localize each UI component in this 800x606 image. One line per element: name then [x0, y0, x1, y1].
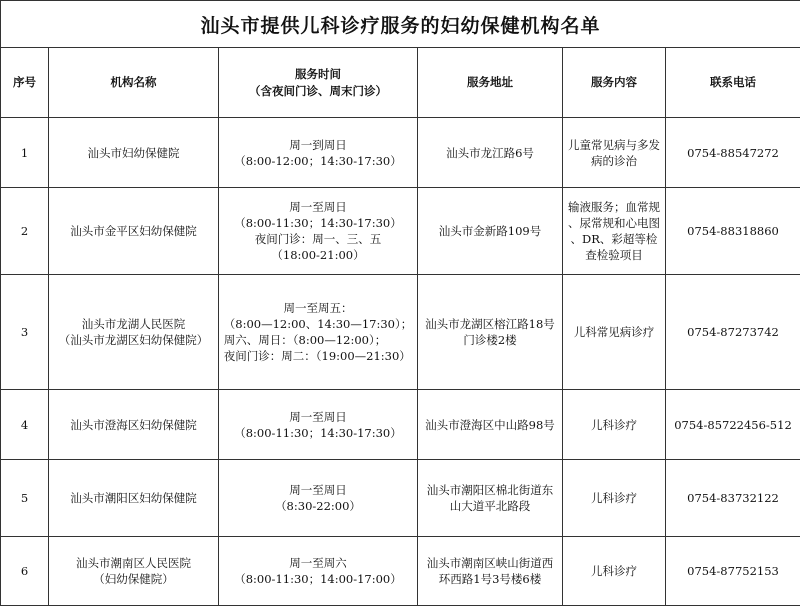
time-line: （8:30-22:00） [221, 498, 415, 514]
row-content [563, 537, 666, 606]
row-content [563, 460, 666, 537]
content-line: 查检验项目 [565, 247, 663, 263]
row-phone: 0754-87752153 [666, 537, 800, 606]
time-line: （8:00-12:00；14:30-17:30） [221, 153, 415, 169]
content-line: 儿科诊疗 [565, 490, 663, 506]
row-address [418, 390, 563, 460]
table-row [1, 188, 800, 275]
header-time-line1: 服务时间 [221, 66, 415, 83]
time-line: 周一至周五： [224, 300, 413, 316]
time-line: 夜间门诊：周二：（19:00—21:30） [224, 348, 413, 364]
name-line: （妇幼保健院） [51, 571, 216, 587]
row-name: 汕头市妇幼保健院 [49, 118, 219, 188]
content-line: 儿科常见病诊疗 [565, 324, 663, 340]
time-line: 夜间门诊：周一、三、五 [221, 231, 415, 247]
address-line: 汕头市潮阳区棉北街道东 [420, 482, 560, 498]
time-block [224, 300, 413, 364]
time-line: （8:00-11:30；14:30-17:30） [221, 215, 415, 231]
row-name: 汕头市金平区妇幼保健院 [49, 188, 219, 275]
row-address [418, 275, 563, 390]
address-line: 汕头市龙湖区榕江路18号 [420, 316, 560, 332]
name-line: 汕头市龙湖人民医院 [51, 316, 216, 332]
row-content [563, 275, 666, 390]
page-title: 汕头市提供儿科诊疗服务的妇幼保健机构名单 [1, 1, 800, 48]
row-time [219, 537, 418, 606]
address-line: 汕头市澄海区中山路98号 [420, 417, 560, 433]
address-line: 汕头市潮南区峡山街道西 [420, 555, 560, 571]
address-line: 环西路1号3号楼6楼 [420, 571, 560, 587]
time-line: 周一到周日 [221, 137, 415, 153]
time-line: 周一至周日 [221, 482, 415, 498]
row-phone: 0754-85722456-512 [666, 390, 800, 460]
address-line: 汕头市金新路109号 [420, 223, 560, 239]
content-line: 输液服务；血常规 [565, 199, 663, 215]
row-time [219, 188, 418, 275]
header-index: 序号 [1, 48, 49, 118]
time-line: 周一至周六 [221, 555, 415, 571]
table-row [1, 390, 800, 460]
row-index: 5 [1, 460, 49, 537]
row-address [418, 460, 563, 537]
row-index: 6 [1, 537, 49, 606]
address-line: 汕头市龙江路6号 [420, 145, 560, 161]
row-index: 4 [1, 390, 49, 460]
time-line: （18:00-21:00） [221, 247, 415, 263]
row-content [563, 118, 666, 188]
content-line: 、尿常规和心电图 [565, 215, 663, 231]
row-phone: 0754-88318860 [666, 188, 800, 275]
content-line: 儿科诊疗 [565, 563, 663, 579]
header-address: 服务地址 [418, 48, 563, 118]
header-phone: 联系电话 [666, 48, 800, 118]
row-content [563, 188, 666, 275]
row-time [219, 275, 418, 390]
row-phone: 0754-83732122 [666, 460, 800, 537]
name-line: 汕头市潮南区人民医院 [51, 555, 216, 571]
row-index: 3 [1, 275, 49, 390]
time-line: 周一至周日 [221, 409, 415, 425]
row-phone: 0754-88547272 [666, 118, 800, 188]
content-line: 儿童常见病与多发 [565, 137, 663, 153]
row-content [563, 390, 666, 460]
time-line: （8:00-11:30；14:30-17:30） [221, 425, 415, 441]
address-line: 门诊楼2楼 [420, 332, 560, 348]
content-line: 、DR、彩超等检 [565, 231, 663, 247]
address-line: 山大道平北路段 [420, 498, 560, 514]
content-line: 病的诊治 [565, 153, 663, 169]
row-time [219, 118, 418, 188]
row-name [49, 275, 219, 390]
name-line: （汕头市龙湖区妇幼保健院） [51, 332, 216, 348]
time-line: 周一至周日 [221, 199, 415, 215]
time-line: （8:00—12:00、14:30—17:30）； [224, 316, 413, 332]
row-name: 汕头市澄海区妇幼保健院 [49, 390, 219, 460]
time-line: （8:00-11:30；14:00-17:00） [221, 571, 415, 587]
header-time [219, 48, 418, 118]
row-address [418, 537, 563, 606]
row-name [49, 537, 219, 606]
table-row [1, 118, 800, 188]
table-row [1, 537, 800, 606]
row-time [219, 460, 418, 537]
header-content: 服务内容 [563, 48, 666, 118]
time-line: 周六、周日：（8:00—12:00）； [224, 332, 413, 348]
row-address [418, 118, 563, 188]
row-index: 1 [1, 118, 49, 188]
header-row [1, 48, 800, 118]
table-row [1, 460, 800, 537]
content-line: 儿科诊疗 [565, 417, 663, 433]
header-time-line2: （含夜间门诊、周末门诊） [221, 83, 415, 100]
row-time [219, 390, 418, 460]
row-phone: 0754-87273742 [666, 275, 800, 390]
header-name: 机构名称 [49, 48, 219, 118]
row-name: 汕头市潮阳区妇幼保健院 [49, 460, 219, 537]
row-address [418, 188, 563, 275]
row-index: 2 [1, 188, 49, 275]
table-row [1, 275, 800, 390]
